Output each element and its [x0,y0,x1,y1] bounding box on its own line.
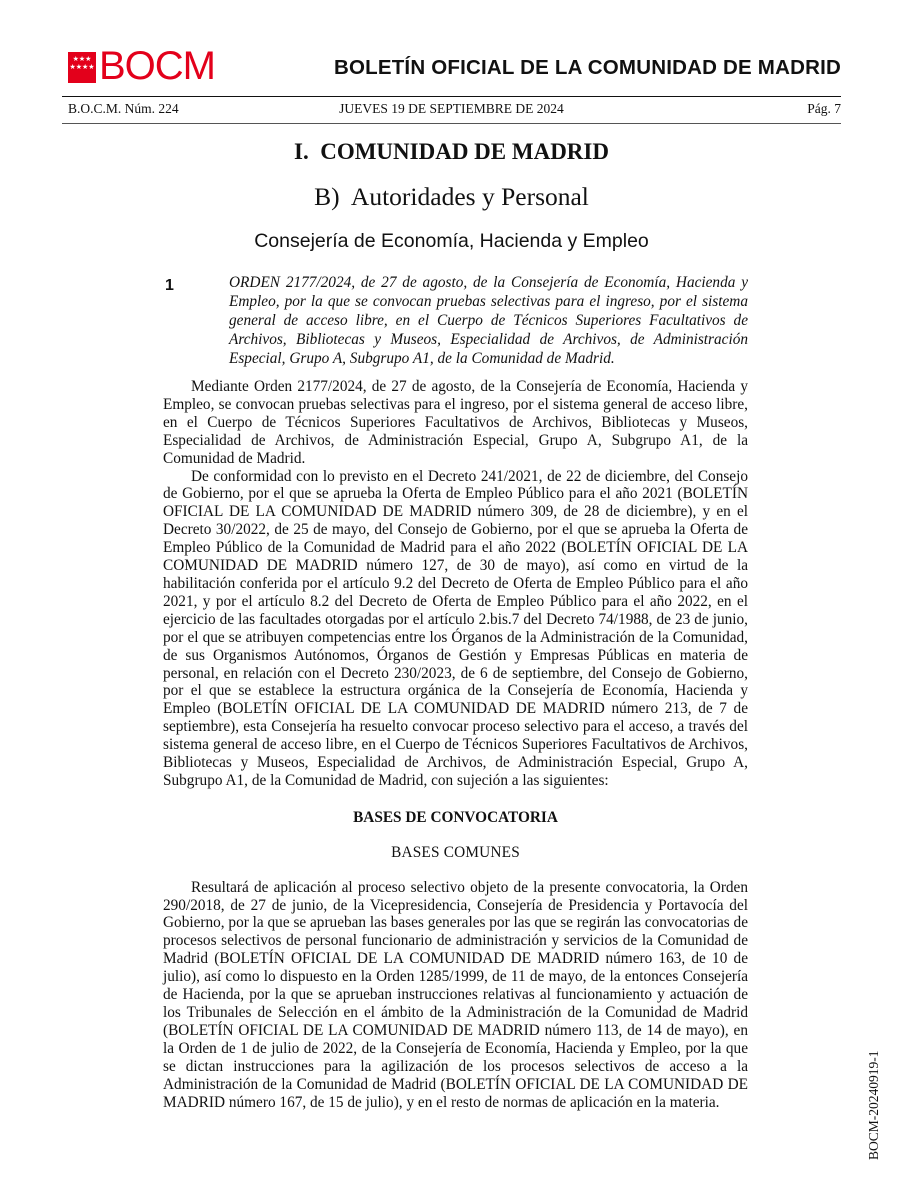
section-subtitle: B) Autoridades y Personal [314,182,589,211]
bocm-logo [68,44,224,88]
disposition-number: 1 [165,277,174,294]
bases-title: BASES DE CONVOCATORIA [353,808,558,826]
bases-subtitle: BASES COMUNES [391,843,520,861]
header-rule-bottom [62,123,841,124]
section-title: I. COMUNIDAD DE MADRID [294,139,609,164]
header-rule-top [62,96,841,97]
madrid-flag-icon [68,52,96,83]
bases-paragraph: Resultará de aplicación al proceso selectivo objeto de la presente convocatoria, la Orden 290/2018, de 27 de junio, de la Vicepresidencia, Consejería de Presidencia y Portavocía del Gobierno, por la que se aprueban las bases generales por las que se regirán las convocatorias de procesos selectivos de personal funcionario de administración y servicios de la Comunidad de Madrid (BOLETÍN OFICIAL DE LA COMUNIDAD DE MADRID número 163, de 10 de julio), así como lo dispuesto en la Orden 1285/1999, de 11 de mayo, de la entonces Consejería de Hacienda, por la que se aprueban instrucciones relativas al funcionamiento y actuación de los Tribunales de Selección en el ámbito de la Administración de la Comunidad de Madrid (BOLETÍN OFICIAL DE LA COMUNIDAD DE MADRID número 113, de 14 de mayo), en la Orden de 1 de julio de 2022, de la Consejería de Economía, Hacienda y Empleo, por la que se dictan instrucciones para la agilización de los procesos selectivos de acceso a la Administración de la Comunidad de Madrid (BOLETÍN OFICIAL DE LA COMUNIDAD DE MADRID número 167, de 15 de julio), y en el resto de normas de aplicación en la materia. [163,878,748,1111]
department-heading: Consejería de Economía, Hacienda y Empleo [254,230,649,252]
body-paragraph: De conformidad con lo previsto en el Decreto 241/2021, de 22 de diciembre, del Consejo de Gobierno, por el que se aprueba la Oferta de Empleo Público para el año 2021 (BOLETÍN OFICIAL DE LA COMUNIDAD DE MADRID número 309, de 28 de diciembre), y en el Decreto 30/2022, de 25 de mayo, del Consejo de Gobierno, por el que se aprueba la Oferta de Empleo Público de la Comunidad de Madrid para el año 2022 (BOLETÍN OFICIAL DE LA COMUNIDAD DE MADRID número 127, de 30 de mayo), así como en virtud de la habilitación conferida por el artículo 9.2 del Decreto de Oferta de Empleo Público para el año 2021, y por el artículo 8.2 del Decreto de Oferta de Empleo Público para el año 2022, en el ejercicio de las facultades otorgadas por el artículo 2.bis.7 del Decreto 74/1988, de 23 de junio, por el que se atribuyen competencias entre los Órganos de la Administración de la Comunidad, de sus Organismos Autónomos, Órganos de Gestión y Empresas Públicas en materia de personal, en relación con el Decreto 230/2023, de 6 de septiembre, del Consejo de Gobierno, por el que se establece la estructura orgánica de la Consejería de Economía, Hacienda y Empleo (BOLETÍN OFICIAL DE LA COMUNIDAD DE MADRID número 213, de 7 de septiembre), esta Consejería ha resuelto convocar proceso selectivo para el acceso, a través del sistema general de acceso libre, en el Cuerpo de Técnicos Superiores Facultativos de Archivos, Bibliotecas y Museos, Especialidad de Archivos, de Administración Especial, Grupo A, Subgrupo A1, de la Comunidad de Madrid, con sujeción a las siguientes: [163,467,748,789]
page-number: Pág. 7 [807,101,841,116]
bulletin-title: BOLETÍN OFICIAL DE LA COMUNIDAD DE MADRID [333,56,841,79]
issue-date: JUEVES 19 DE SEPTIEMBRE DE 2024 [339,101,564,116]
body-paragraph: Mediante Orden 2177/2024, de 27 de agosto, de la Consejería de Economía, Hacienda y Empleo, se convocan pruebas selectivas para el ingreso, por el sistema general de acceso libre, en el Cuerpo de Técnicos Superiores Facultativos de Archivos, Bibliotecas y Museos, Especialidad de Archivos, de Administración Especial, Grupo A, Subgrupo A1, de la Comunidad de Madrid. [163,378,748,467]
document-body [163,378,748,1111]
side-reference-code: BOCM-20240919-1 [866,1050,881,1160]
issue-number: B.O.C.M. Núm. 224 [68,101,179,116]
flag-stars: ★★★ ★★★★ [69,56,95,71]
disposition-summary: ORDEN 2177/2024, de 27 de agosto, de la Consejería de Economía, Hacienda y Empleo, por la que se convocan pruebas selectivas para el ingreso, por el sistema general de acceso libre, en el Cuerpo de Técnicos Superiores Facultativos de Archivos, Bibliotecas y Museos, Especialidad de Archivos, de Administración Especial, Grupo A, Subgrupo A1, de la Comunidad de Madrid. [229,274,748,367]
bocm-wordmark: BOCM [99,44,215,88]
